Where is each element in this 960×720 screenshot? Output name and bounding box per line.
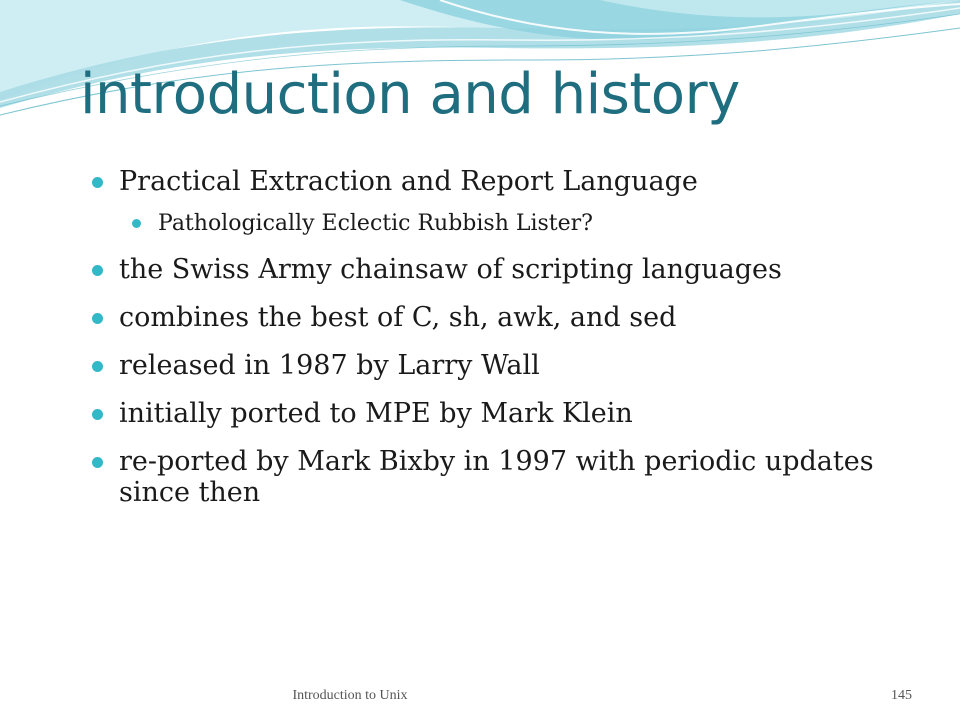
bullet-item bbox=[92, 446, 892, 508]
page-number: 145 bbox=[891, 688, 912, 703]
sub-bullet-text: Pathologically Eclectic Rubbish Lister? bbox=[158, 211, 593, 236]
bullet-dot-icon bbox=[132, 219, 141, 228]
slide-title: introduction and history bbox=[80, 62, 740, 127]
bullet-item bbox=[92, 302, 892, 333]
bullet-text: re-ported by Mark Bixby in 1997 with periodic updates since then bbox=[119, 446, 874, 508]
bullet-item bbox=[92, 254, 892, 285]
bullet-dot-icon bbox=[92, 265, 103, 276]
bullet-text: initially ported to MPE by Mark Klein bbox=[119, 398, 633, 429]
bullet-list bbox=[92, 166, 892, 525]
bullet-text: released in 1987 by Larry Wall bbox=[119, 350, 540, 381]
bullet-text: combines the best of C, sh, awk, and sed bbox=[119, 302, 677, 333]
bullet-item bbox=[92, 166, 892, 197]
footer-text: Introduction to Unix bbox=[292, 688, 408, 703]
bullet-dot-icon bbox=[92, 313, 103, 324]
bullet-dot-icon bbox=[92, 457, 103, 468]
sub-bullet-item bbox=[132, 211, 892, 237]
bullet-item bbox=[92, 398, 892, 429]
bullet-dot-icon bbox=[92, 177, 103, 188]
bullet-dot-icon bbox=[92, 361, 103, 372]
bullet-text: the Swiss Army chainsaw of scripting languages bbox=[119, 254, 782, 285]
bullet-item bbox=[92, 350, 892, 381]
bullet-text: Practical Extraction and Report Language bbox=[119, 166, 698, 197]
bullet-dot-icon bbox=[92, 409, 103, 420]
